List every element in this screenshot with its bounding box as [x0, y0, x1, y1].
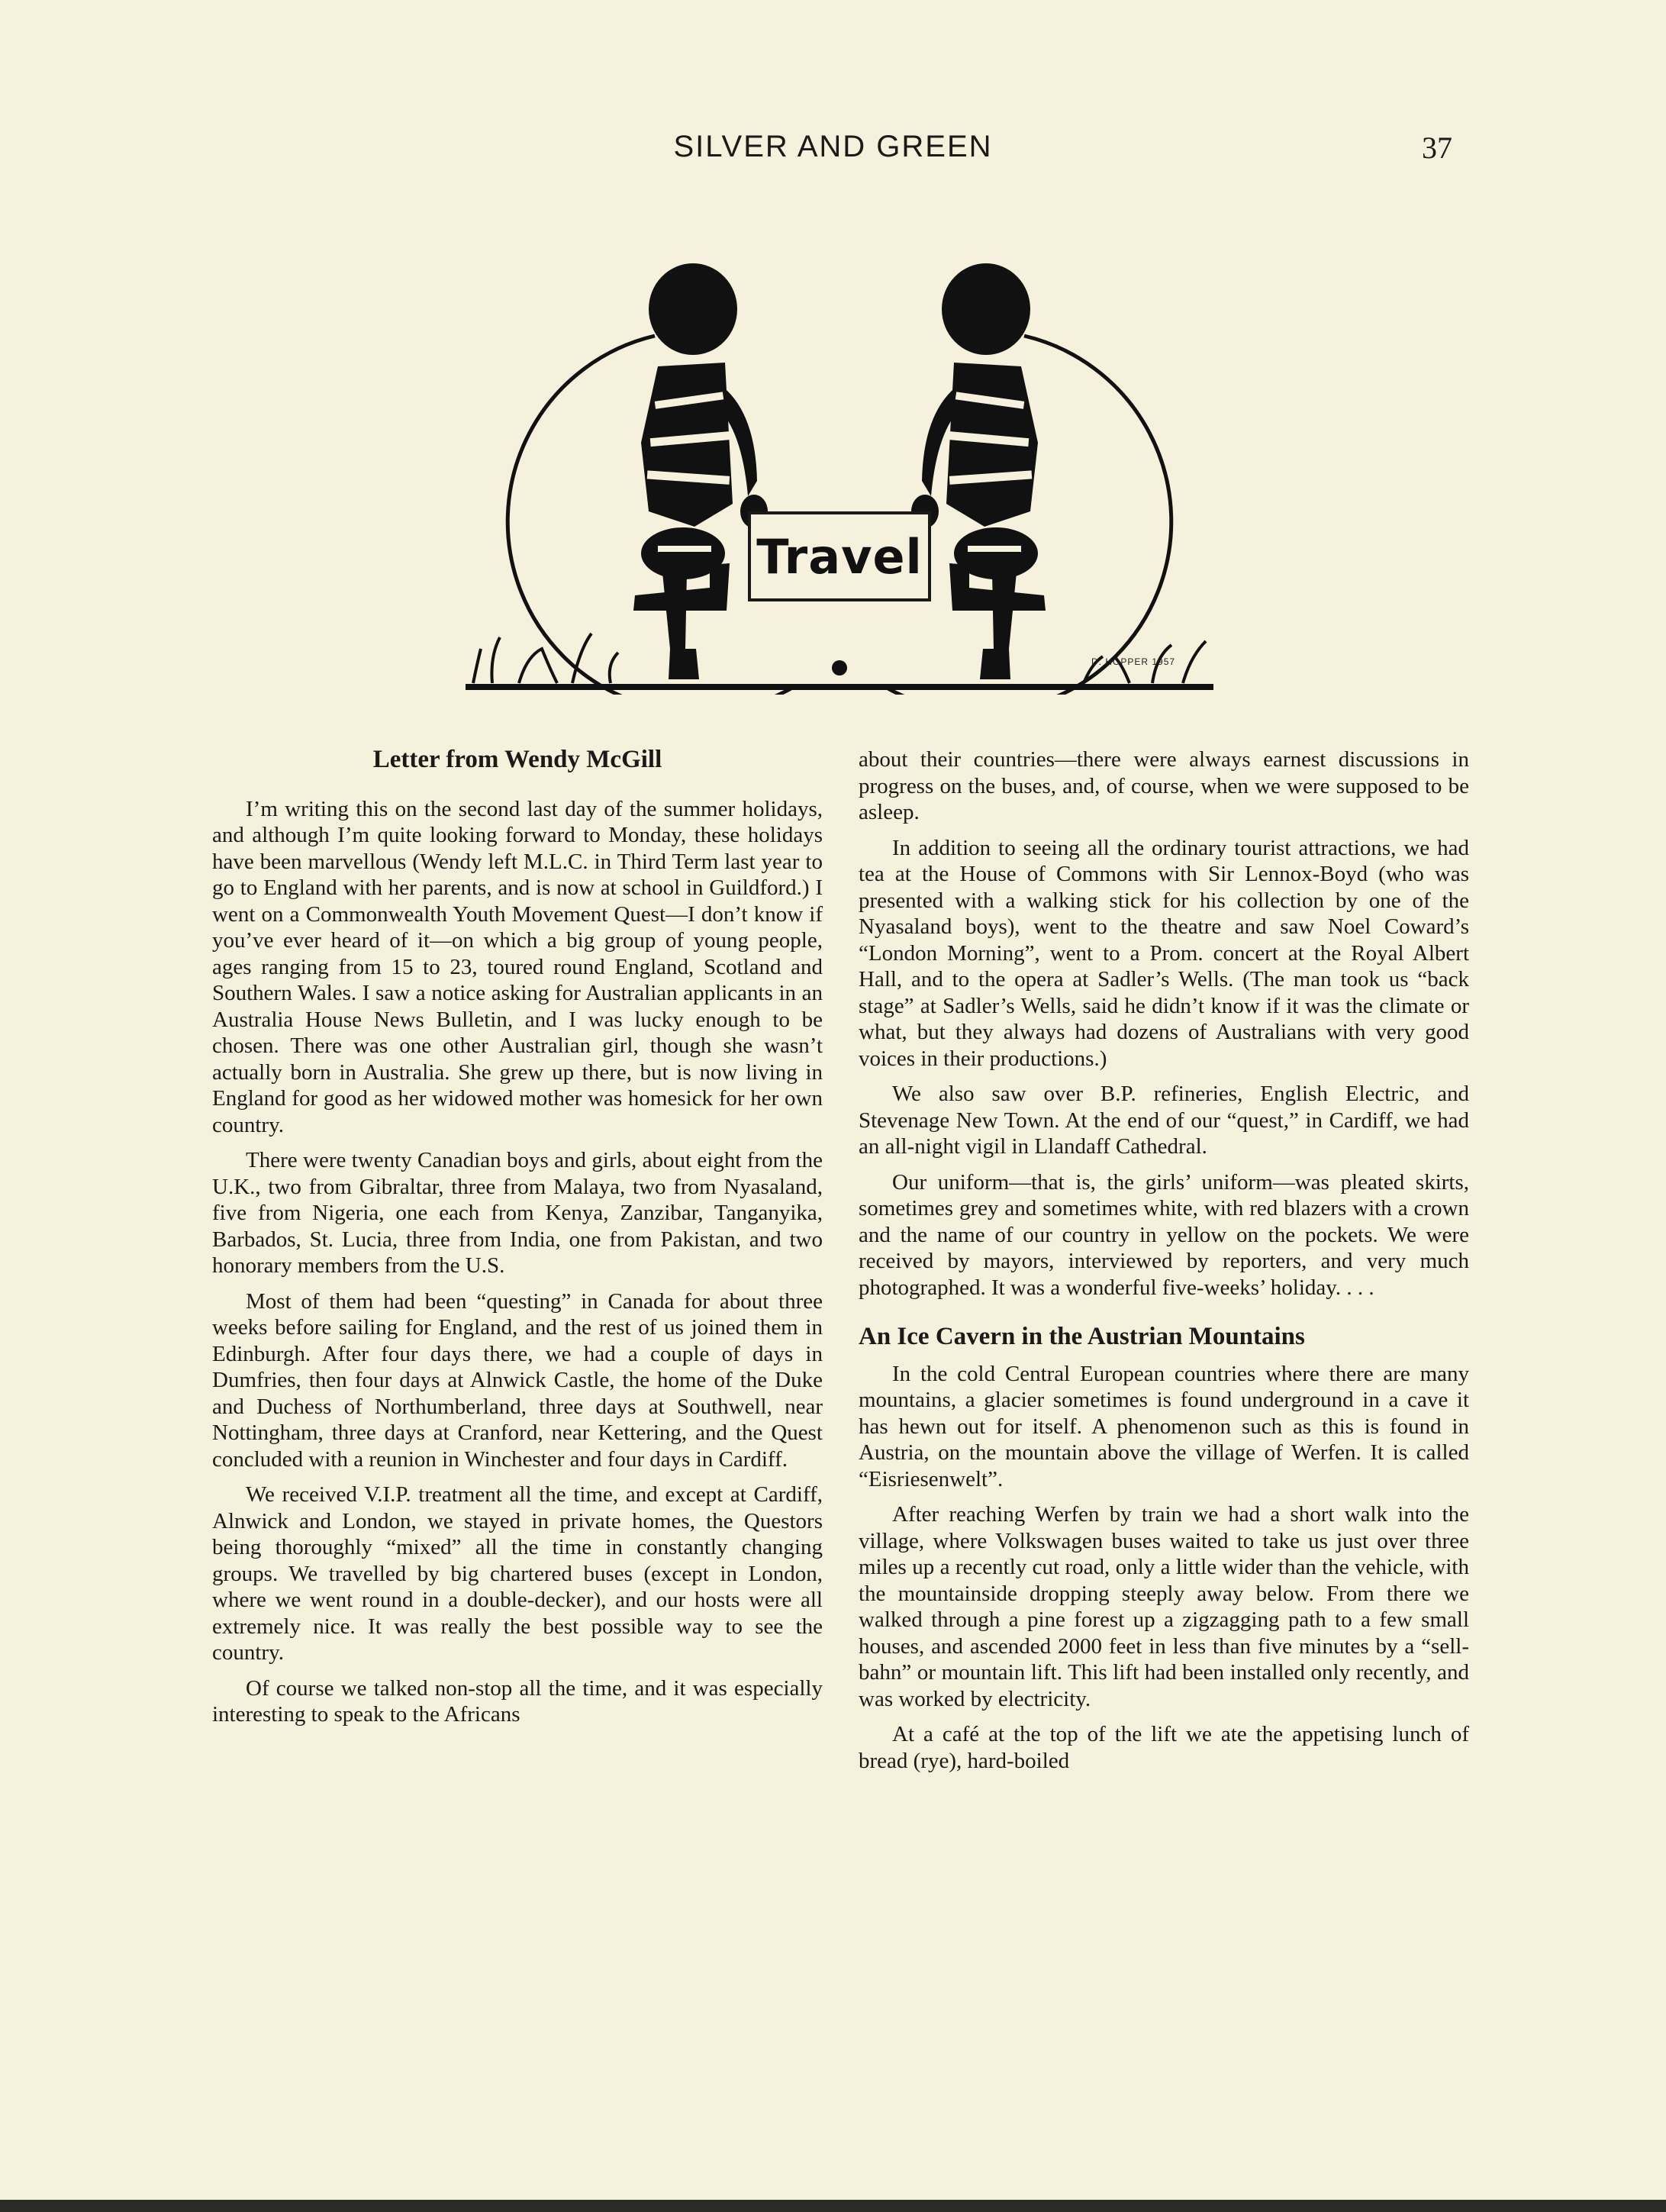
paragraph: After reaching Werfen by train we had a short walk into the village, where Volkswagen buses waited to take us just over three miles up a recently cut road, only a little wider than the vehicle, with the mountainside dropping steeply away below. From there we walked through a pine forest up a zigzagging path to a few small houses, and ascended 2000 feet in less than five minutes by a “sell-bahn” or mountain lift. This lift had been installed only recently, and was worked by electricity. — [859, 1502, 1469, 1711]
ground-line — [466, 684, 1213, 690]
page-bottom-edge — [0, 2200, 1666, 2212]
paragraph: I’m writing this on the second last day of the summer holidays, and although I’m quite looking forward to Monday, these holidays have been marvellous (Wendy left M.L.C. in Third Term last year to go to England with her parents, and is now at school in Guildford.) I went on a Commonwealth Youth Movement Quest—I don’t know if you’ve ever heard of it—on which a big group of young people, ages ranging from 15 to 23, toured round England, Scotland and Southern Wales. I saw a notice asking for Australian applicants in an Australia House News Bulletin, and I was lucky enough to be chosen. There was one other Australian girl, though she wasn’t actually born in Australia. She grew up there, but is now living in England for good as her widowed mother was homesick for her own country. — [212, 796, 823, 1137]
paragraph: Our uniform—that is, the girls’ uniform—was pleated skirts, sometimes grey and sometimes white, with red blazers with a crown and the name of our country in yellow on the pockets. We were received by mayors, interviewed by reporters, and very much photographed. It was a wonderful five-weeks’ holiday. . . . — [859, 1169, 1469, 1300]
right-column — [859, 746, 1469, 1783]
paragraph: Most of them had been “questing” in Canada for about three weeks before sailing for England, and the rest of us joined them in Edinburgh. After four days there, we had a couple of days in Dumfries, then four days at Alnwick Castle, the home of the Duke and Duchess of Northumberland, three days at Southwell, near Nottingham, three days at Cranford, near Kettering, and the Quest concluded with a reunion in Winchester and four days in Cardiff. — [212, 1288, 823, 1472]
paragraph: Of course we talked non-stop all the time, and it was especially interesting to speak to the Africans — [212, 1675, 823, 1727]
paragraph: At a café at the top of the lift we ate the appetising lunch of bread (rye), hard-boiled — [859, 1722, 1469, 1773]
paragraph: There were twenty Canadian boys and girls, about eight from the U.K., two from Gibraltar, three from Malaya, two from Nyasaland, five from Nigeria, one each from Kenya, Zanzibar, Tanganyika, Barbados, St. Lucia, three from India, one from Pakistan, and two honorary members from the U.S. — [212, 1148, 823, 1278]
paragraph: In addition to seeing all the ordinary tourist attractions, we had tea at the House of Commons with Sir Lennox-Boyd (who was presented with a walking stick for his collection by one of the Nyasaland boys), went to the theatre and saw Noel Coward’s “London Morning”, went to a Prom. concert at the Royal Albert Hall, and to the opera at Sadler’s Wells. (The man took us “back stage” at Sadler’s Wells, said he didn’t know if it was the climate or what, but they always had dozens of Australians with very good voices in their productions.) — [859, 835, 1469, 1071]
paragraph: We also saw over B.P. refineries, English Electric, and Stevenage New Town. At the end of our “quest,” in Cardiff, we had an all-night vigil in Llandaff Cathedral. — [859, 1082, 1469, 1159]
paragraph: We received V.I.P. treatment all the time, and except at Cardiff, Alnwick and London, we stayed in private homes, the Questors being thoroughly “mixed” all the time in constantly changing groups. We travelled by big chartered buses (except in London, where we went round in a double-decker), and our hosts were all extremely nice. It was really the best possible way to see the country. — [212, 1482, 823, 1665]
running-title: SILVER AND GREEN — [673, 130, 993, 163]
travel-illustration — [458, 252, 1221, 695]
paragraph-continuation: about their countries—there were always earnest discussions in progress on the buses, and, of course, when we were supposed to be asleep. — [859, 747, 1469, 824]
running-head — [0, 130, 1666, 176]
travel-sign: Travel — [748, 511, 931, 601]
ball-mark — [832, 660, 847, 676]
article-title-ice-cavern: An Ice Cavern in the Austrian Mountains — [859, 1323, 1305, 1350]
artist-signature: D. HOPPER 1957 — [1091, 656, 1176, 667]
paragraph: In the cold Central European countries where there are many mountains, a glacier sometimes is found underground in a cave it has hewn out for itself. A phenomenon such as this is found in Austria, on the mountain above the village of Werfen. It is called “Eisriesenwelt”. — [859, 1361, 1469, 1491]
twin-dancers-travel-illustration — [458, 252, 1221, 695]
article-title-letter: Letter from Wendy McGill — [372, 746, 662, 773]
page-number: 37 — [1422, 131, 1452, 165]
left-column — [212, 746, 823, 1737]
